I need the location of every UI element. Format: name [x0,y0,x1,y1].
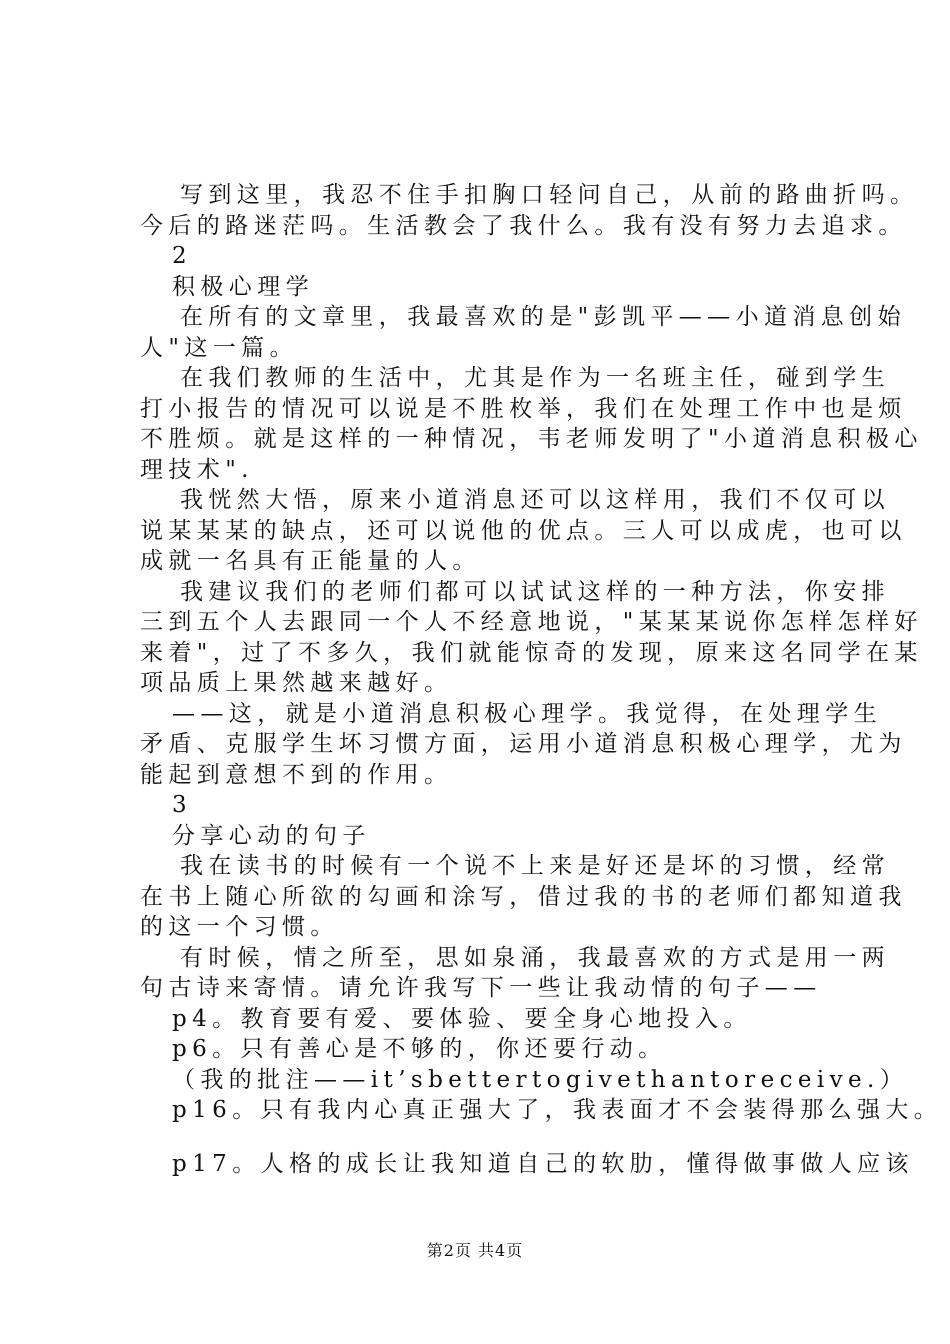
text-line: 矛盾、克服学生坏习惯方面，运用小道消息积极心理学，尤为 [140,731,907,757]
text-line: 理技术". [140,456,254,483]
text-line: 句古诗来寄情。请允许我写下一些让我动情的句子—— [140,975,822,1001]
text-line: 有时候，情之所至，思如泉涌，我最喜欢的方式是用一两 [180,944,890,971]
text-line: 在所有的文章里，我最喜欢的是"彭凯平——小道消息创始 [180,304,906,330]
text-line: ——这，就是小道消息积极心理学。我觉得，在处理学生 [172,700,882,727]
text-line: 不胜烦。就是这样的一种情况，韦老师发明了"小道消息积极心 [140,426,923,452]
text-line: 能起到意想不到的作用。 [140,761,453,788]
page-footer: 第2页 共4页 [426,1241,524,1260]
text-line: 在我们教师的生活中，尤其是作为一名班主任，碰到学生 [180,365,890,391]
text-line: 今后的路迷茫吗。生活教会了我什么。我有没有努力去追求。 [140,212,907,239]
text-line: 3 [172,792,193,818]
text-line: p17。人格的成长让我知道自己的软肋，懂得做事做人应该 [172,1150,914,1177]
text-line: 我在读书的时候有一个说不上来是好还是坏的习惯，经常 [180,853,890,879]
text-line: 成就一名具有正能量的人。 [140,548,481,574]
text-line: 三到五个人去跟同一个人不经意地说，"某某某说你怎样怎样好 [140,609,923,635]
text-line: 打小报告的情况可以说是不胜枚举，我们在处理工作中也是烦 [140,395,907,422]
text-line: （我的批注——it’sbettertogivethantoreceive.） [172,1066,909,1093]
text-line: 项品质上果然越来越好。 [140,670,453,696]
text-line: 积极心理学 [172,273,314,300]
blank-line [140,1126,860,1149]
text-line: 来着"，过了不多久，我们就能惊奇的发现，原来这名同学在某 [140,639,923,666]
text-line: 说某某某的缺点，还可以说他的优点。三人可以成虎，也可以 [140,517,907,544]
text-line: 人"这一篇。 [140,334,298,361]
text-line: p4。教育要有爱、要体验、要全身心地投入。 [172,1005,752,1032]
text-line: 分享心动的句子 [172,822,371,849]
text-line: 我建议我们的老师们都可以试试这样的一种方法，你安排 [180,578,890,605]
text-line: 2 [172,243,193,269]
text-line: 我恍然大悟，原来小道消息还可以这样用，我们不仅可以 [180,487,890,513]
text-line: 在书上随心所欲的勾画和涂写，借过我的书的老师们都知道我 [140,883,907,910]
document-body [140,180,943,1179]
text-line: p6。只有善心是不够的，你还要行动。 [172,1036,667,1062]
text-line: 写到这里，我忍不住手扣胸口轻问自己，从前的路曲折吗。 [180,182,919,208]
text-line: p16。只有我内心真正强大了，我表面才不会装得那么强大。 [172,1097,943,1123]
text-line: 的这一个习惯。 [140,914,339,940]
